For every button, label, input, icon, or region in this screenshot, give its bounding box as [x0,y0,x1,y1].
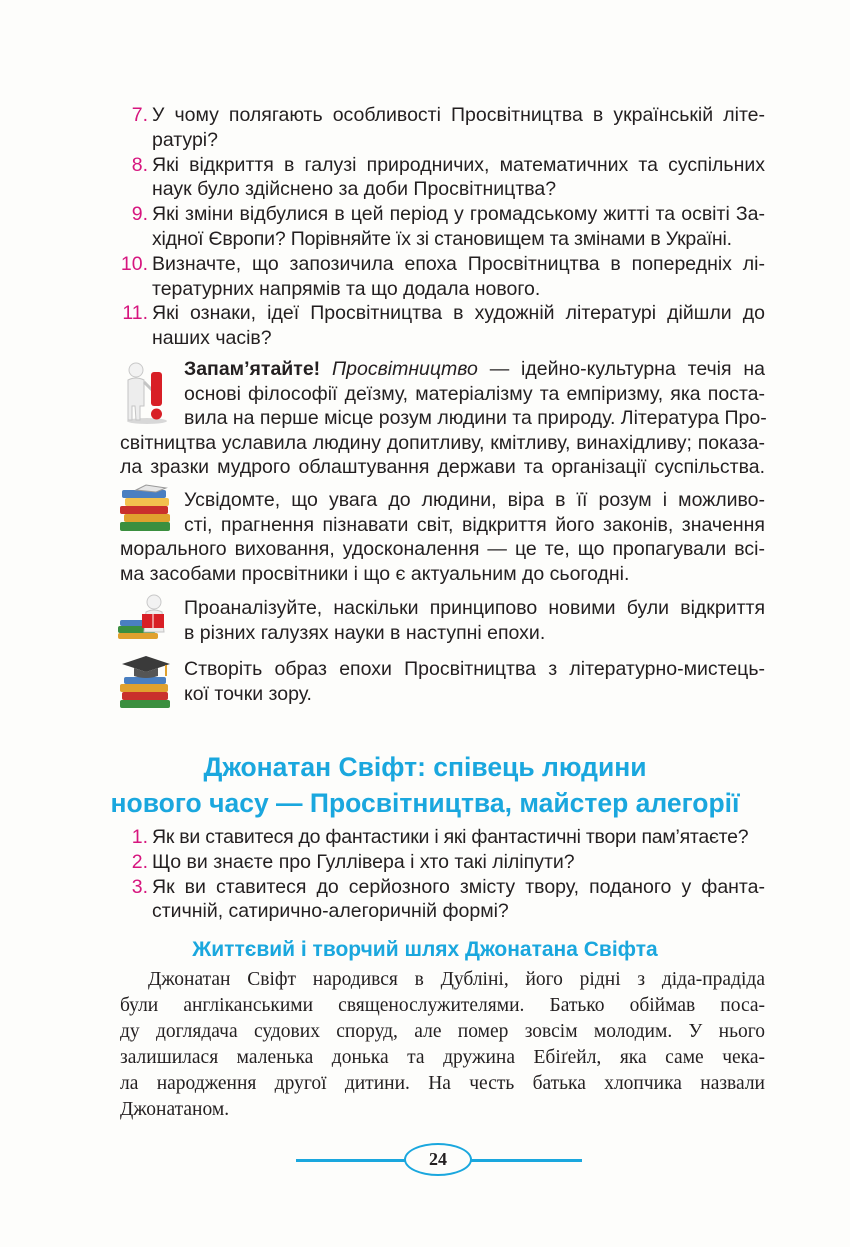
analyze-line: в різних галузях науки в наступні епохи. [184,621,546,644]
body-line: ла народження другої дитини. На честь батька хлопчика назвали [120,1073,765,1094]
realize-line: ма засобами просвітники і що є актуальним до сьогодні. [120,562,630,585]
reading-figure-icon [116,592,176,640]
subsection-title: Життєвий і творчий шлях Джонатана Свіфта [192,938,658,961]
question-number: 2. [131,850,148,873]
footer-rule-right [470,1159,582,1162]
realize-line: сті, прагнення пізнавати світ, відкриття його законів, значення [184,513,765,536]
question-line: хідної Європи? Порівняйте їх зі становищем та змінами в Україні. [152,227,732,250]
graduation-cap-books-icon [116,654,176,710]
question-number: 8. [131,153,148,176]
question-10 [120,252,765,302]
question-line: У чому полягають особливості Просвітництва в українській літе- [152,104,765,126]
remember-line: ла зразки мудрого облаштування держави та організації суспільства. [120,456,765,479]
body-line: залишилася маленька донька та дружина Ебіґейл, яка саме чека- [120,1047,765,1068]
question-line: Які відкриття в галузі природничих, математичних та суспільних [152,153,765,176]
exclamation-figure-icon [118,360,176,424]
create-line: кої точки зору. [184,682,312,705]
question-number: 9. [131,203,148,226]
section-title-line-1: Джонатан Свіфт: співець людини [203,752,647,782]
realize-line: морального виховання, удосконалення — це те, що пропагували всі- [120,538,765,561]
question-number: 11. [122,302,148,325]
question-8 [120,153,765,203]
question-line: наших часів? [152,327,272,350]
section-title-line-2: нового часу — Просвітництва, майстер алегорії [110,788,740,818]
body-line: ду доглядача судових споруд, але помер зовсім молодим. У нього [120,1021,765,1042]
realize-line: Усвідомте, що увага до людини, віра в її розум і можливо- [184,489,765,511]
question-line: Які зміни відбулися в цей період у громадському житті та освіті За- [152,203,765,226]
remember-line: вила на перше місце розум людини та природу. Література Про- [184,407,767,430]
create-line: Створіть образ епохи Просвітництва з літературно-мистець- [184,658,765,680]
body-line: були англіканськими священослужителями. Батько обіймав поса- [120,995,765,1016]
question-line: Які ознаки, ідеї Просвітництва в художній літературі дійшли до [152,302,765,325]
question-line: ратурі? [152,128,218,151]
remember-line: основі філософії деїзму, матеріалізму та емпіризму, яка поста- [184,382,765,405]
question-line: наук було здійснено за доби Просвітництва? [152,178,557,201]
question-3 [120,875,765,925]
question-7 [120,103,765,153]
question-11 [120,301,765,351]
body-line: Джонатаном. [120,1099,230,1120]
question-line: Як ви ставитеся до серйозного змісту твору, поданого у фанта- [152,875,765,898]
remember-term: Просвітництво [332,358,478,380]
remember-line-1 [184,357,765,382]
review-questions-list [120,103,765,351]
question-line: стичній, сатирично-алегоричній формі? [152,900,509,923]
question-2 [120,850,765,875]
remember-label: Запам’ятайте! [184,358,321,380]
question-9 [120,202,765,252]
stack-of-books-icon [116,484,176,534]
question-number: 7. [131,104,148,126]
footer-rule-left [296,1159,406,1162]
page-number: 24 [404,1143,472,1176]
body-line: Джонатан Свіфт народився в Дубліні, його рідні з діда-прадіда [148,969,765,990]
remember-line: світництва уславила людину допитливу, кмітливу, винахідливу; показа- [120,431,765,454]
warmup-questions-list [120,825,765,924]
question-number: 10. [120,252,148,275]
question-number: 3. [131,875,148,898]
question-1 [120,825,765,850]
question-number: 1. [131,826,148,848]
question-line: Що ви знаєте про Гуллівера і хто такі ліліпути? [152,850,575,873]
question-line: Як ви ставитеся до фантастики і які фантастичні твори пам’ятаєте? [152,826,749,848]
question-line: тературних напрямів та що додала нового. [152,277,541,300]
analyze-line: Проаналізуйте, наскільки принципово новими були відкриття [184,597,765,619]
question-line: Визначте, що запозичила епоха Просвітництва в попередніх лі- [152,252,765,275]
remember-definition: — ідейно-культурна течія на [489,358,765,380]
